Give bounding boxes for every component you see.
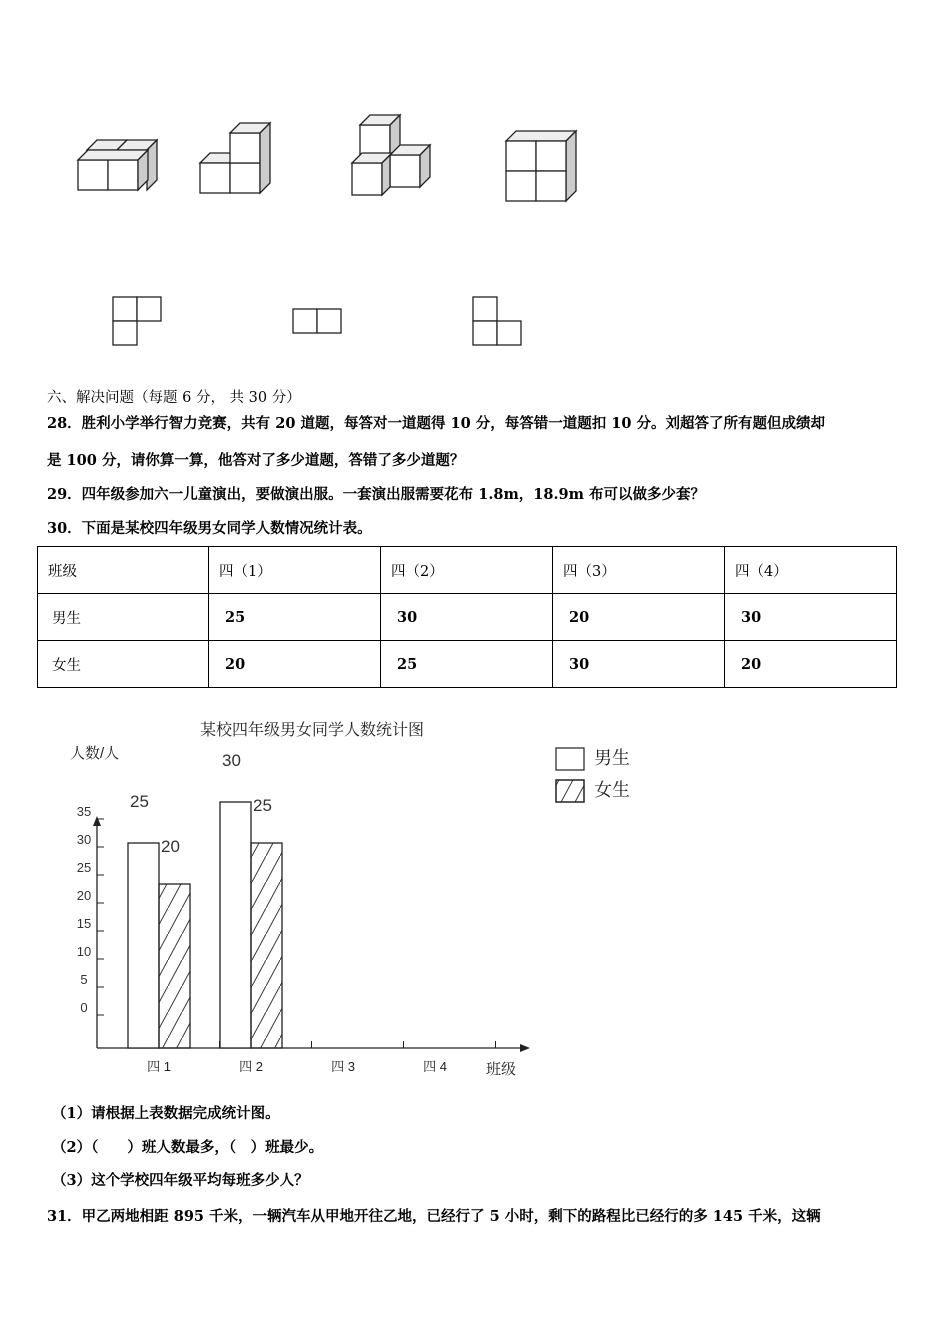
bar-girls — [159, 884, 190, 1048]
y-tick-label: 10 — [76, 944, 92, 959]
view-shapes — [105, 290, 535, 350]
table-row-label: 女生 — [38, 641, 209, 688]
y-tick-label: 5 — [80, 972, 88, 987]
question-30-sub-2: （2）（ ）班人数最多，（ ）班最少。 — [52, 1139, 324, 1156]
legend-label-girls: 女生 — [594, 780, 630, 800]
chart-title: 某校四年级男女同学人数统计图 — [199, 722, 425, 739]
table-header-row — [38, 547, 897, 594]
section-heading: 六、解决问题（每题 6 分， 共 30 分） — [47, 390, 301, 406]
cube-figure-4 — [506, 131, 576, 201]
table-cell: 30 — [381, 594, 553, 641]
stats-table — [37, 546, 897, 688]
y-tick-label: 15 — [76, 916, 92, 931]
table-cell: 30 — [553, 641, 725, 688]
bar-chart — [0, 700, 700, 1090]
x-category-label: 四 1 — [147, 1059, 171, 1074]
table-row-label: 男生 — [38, 594, 209, 641]
cube-figure-1 — [78, 140, 157, 190]
question-31: 31．甲乙两地相距 895 千米，一辆汽车从甲地开往乙地，已经行了 5 小时，剩下的路程比已经行的多 145 千米，这辆 — [47, 1208, 821, 1225]
chart-x-axis-label: 班级 — [486, 1061, 517, 1078]
table-cell: 25 — [381, 641, 553, 688]
question-28-line-2: 是 100 分，请你算一算，他答对了多少道题，答错了多少道题？ — [47, 452, 465, 469]
y-axis-arrow — [93, 816, 101, 826]
y-tick-label: 35 — [76, 804, 92, 819]
y-tick-label: 30 — [76, 832, 92, 847]
table-header-cell: 四（3） — [553, 547, 725, 594]
data-label-girls: 25 — [253, 796, 272, 815]
question-30-sub-3: （3）这个学校四年级平均每班多少人？ — [52, 1172, 309, 1189]
view-shape-3 — [473, 297, 521, 345]
legend-swatch-girls — [556, 780, 584, 802]
y-tick-label: 20 — [76, 888, 92, 903]
data-label-boys: 30 — [222, 751, 241, 770]
x-category-label: 四 4 — [423, 1059, 447, 1074]
table-header-cell: 四（2） — [381, 547, 553, 594]
view-shape-2 — [293, 309, 341, 333]
cube-figure-2 — [200, 123, 270, 193]
x-axis-arrow — [520, 1044, 530, 1052]
x-category-label: 四 3 — [331, 1059, 355, 1074]
bar-girls — [251, 843, 282, 1048]
legend-label-boys: 男生 — [594, 748, 630, 768]
table-row — [38, 641, 897, 688]
question-29: 29．四年级参加六一儿童演出，要做演出服。一套演出服需要花布 1.8m，18.9m 布可以做多少套？ — [47, 486, 705, 503]
chart-y-axis-label: 人数/人 — [70, 745, 120, 762]
question-30: 30．下面是某校四年级男女同学人数情况统计表。 — [47, 520, 372, 537]
view-shape-1 — [113, 297, 161, 345]
table-cell: 20 — [209, 641, 381, 688]
table-cell: 20 — [725, 641, 897, 688]
cube-figure-3 — [352, 115, 430, 195]
table-row — [38, 594, 897, 641]
cube-figures — [60, 105, 600, 210]
bar-boys — [220, 802, 251, 1048]
question-28-line-1: 28．胜利小学举行智力竞赛，共有 20 道题，每答对一道题得 10 分，每答错一道题扣 10 分。刘超答了所有题但成绩却 — [47, 415, 825, 432]
y-tick-label: 25 — [76, 860, 92, 875]
y-tick-label: 0 — [80, 1000, 88, 1015]
bar-boys — [128, 843, 159, 1048]
data-label-boys: 25 — [130, 792, 149, 811]
table-cell: 30 — [725, 594, 897, 641]
x-category-label: 四 2 — [239, 1059, 263, 1074]
table-header-cell: 班级 — [38, 547, 209, 594]
table-cell: 25 — [209, 594, 381, 641]
table-header-cell: 四（1） — [209, 547, 381, 594]
table-header-cell: 四（4） — [725, 547, 897, 594]
legend-swatch-boys — [556, 748, 584, 770]
table-cell: 20 — [553, 594, 725, 641]
data-label-girls: 20 — [161, 837, 180, 856]
question-30-sub-1: （1）请根据上表数据完成统计图。 — [52, 1105, 280, 1122]
